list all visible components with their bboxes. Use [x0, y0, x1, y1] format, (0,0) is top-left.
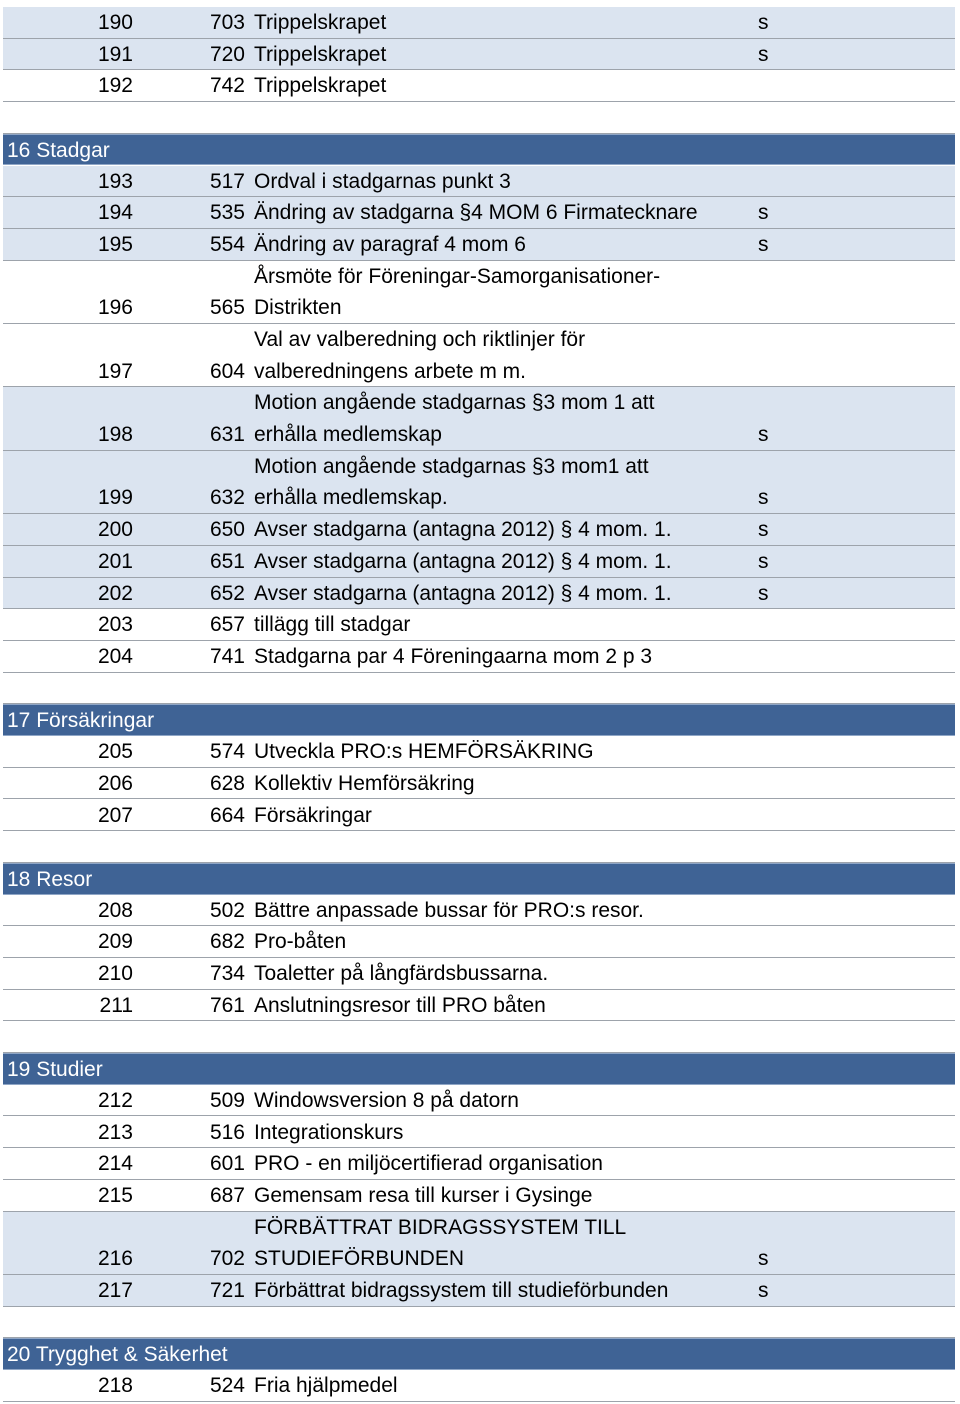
motion-title: [254, 451, 649, 514]
motion-title-line: tillägg till stadgar: [254, 613, 411, 637]
motion-title: [254, 768, 475, 800]
row-number: 214: [97, 1152, 133, 1176]
table-row: [3, 1212, 955, 1275]
spacer-row: [3, 673, 955, 705]
motion-title: [254, 1275, 668, 1307]
motion-title-line: Distrikten: [254, 296, 342, 320]
row-number: 205: [97, 740, 133, 764]
motion-title-line: Stadgarna par 4 Föreningaarna mom 2 p 3: [254, 645, 653, 668]
motion-title: [254, 546, 672, 578]
motion-title: [254, 166, 511, 198]
motion-number: 742: [209, 74, 245, 98]
row-number: 215: [97, 1183, 133, 1207]
table-row: [3, 1370, 955, 1402]
motion-title: [254, 990, 546, 1022]
row-number: 216: [97, 1247, 133, 1271]
motion-number: 535: [209, 201, 245, 225]
table-row: [3, 578, 955, 610]
motion-title: [254, 197, 698, 229]
table-row: [3, 958, 955, 990]
motion-title: [254, 387, 654, 450]
motion-number: 601: [209, 1152, 245, 1176]
row-number: 211: [99, 993, 133, 1017]
motion-title-line: Avser stadgarna (antagna 2012) § 4 mom. 1.: [254, 581, 672, 605]
motion-number: 631: [209, 423, 245, 447]
spacer-row: [3, 831, 955, 863]
motion-title: [254, 641, 652, 673]
section-header: [3, 704, 955, 736]
section-label: 19 Studier: [7, 1058, 103, 1082]
status-mark: s: [758, 1279, 769, 1302]
motion-title-line: Gemensam resa till kurser i Gysinge: [254, 1183, 593, 1207]
row-number: 204: [97, 645, 133, 668]
motion-number: 516: [209, 1120, 245, 1144]
motion-title: [254, 514, 672, 546]
table-row: [3, 166, 955, 198]
motion-number: 628: [209, 771, 245, 795]
table-row: [3, 451, 955, 514]
table-row: [3, 895, 955, 927]
row-number: 191: [97, 42, 133, 66]
motion-title: [254, 1085, 519, 1117]
table-row: [3, 261, 955, 324]
motion-number: 604: [209, 359, 245, 383]
section-header: [3, 1338, 955, 1370]
section-label: 20 Trygghet & Säkerhet: [7, 1343, 228, 1367]
motion-title-line: valberedningens arbete m m.: [254, 359, 526, 383]
table-row: [3, 197, 955, 229]
section-header: [3, 134, 955, 166]
motion-title: [254, 578, 672, 610]
motion-number: 720: [209, 42, 245, 66]
motion-number: 554: [209, 232, 245, 256]
motion-title: [254, 609, 410, 641]
row-number: 200: [97, 518, 133, 542]
status-mark: s: [758, 518, 769, 542]
table-row: [3, 546, 955, 578]
status-mark: s: [758, 486, 769, 510]
row-number: 209: [97, 930, 133, 954]
section-header: [3, 863, 955, 895]
table-row: [3, 1180, 955, 1212]
table-row: [3, 1117, 955, 1149]
motion-title: [254, 926, 346, 958]
motion-title: [254, 1148, 603, 1180]
section-label: 18 Resor: [7, 867, 93, 891]
row-number: 217: [97, 1279, 133, 1302]
status-mark: s: [758, 423, 769, 447]
status-mark: s: [758, 42, 769, 66]
motion-title: [254, 1117, 403, 1149]
row-number: 193: [97, 169, 133, 193]
row-number: 197: [97, 359, 133, 383]
table-row: [3, 1085, 955, 1117]
table-row: [3, 768, 955, 800]
motion-number: 702: [209, 1247, 245, 1271]
motion-title-line: PRO - en miljöcertifierad organisation: [254, 1152, 603, 1176]
motion-title-line: Försäkringar: [254, 803, 372, 827]
status-mark: s: [758, 11, 769, 34]
motion-number: 524: [209, 1374, 245, 1398]
motion-number: 703: [209, 11, 245, 34]
section-label: 16 Stadgar: [7, 138, 110, 162]
motion-title: [254, 7, 386, 39]
motion-title: [254, 800, 372, 832]
section-label: 17 Försäkringar: [7, 709, 155, 733]
motion-number: 632: [209, 486, 245, 510]
motion-title-line: STUDIEFÖRBUNDEN: [254, 1247, 465, 1271]
motion-number: 517: [209, 169, 245, 193]
row-number: 195: [97, 232, 133, 256]
motion-number: 502: [209, 898, 245, 922]
table-row: [3, 609, 955, 641]
row-number: 198: [97, 423, 133, 447]
motion-number: 734: [209, 962, 245, 985]
row-number: 203: [97, 613, 133, 637]
motion-title-line: Avser stadgarna (antagna 2012) § 4 mom. 1.: [254, 549, 672, 573]
row-number: 199: [97, 486, 133, 510]
motion-title-line: Windowsversion 8 på datorn: [254, 1088, 519, 1112]
row-number: 218: [97, 1374, 133, 1398]
table-row: [3, 990, 955, 1022]
motion-number: 651: [209, 549, 245, 573]
motion-title: [254, 895, 644, 927]
status-mark: s: [758, 1247, 769, 1271]
motion-title-line: Toaletter på långfärdsbussarna.: [254, 962, 549, 985]
motion-number: 652: [209, 581, 245, 605]
motion-number: 721: [209, 1279, 245, 1302]
spacer-row: [3, 102, 955, 134]
motion-title-line: Trippelskrapet: [254, 42, 387, 66]
motion-title-line: Kollektiv Hemförsäkring: [254, 771, 475, 795]
motion-title: [254, 1212, 626, 1275]
row-number: 202: [97, 581, 133, 605]
row-number: 208: [97, 898, 133, 922]
motion-title-line: Årsmöte för Föreningar-Samorganisationer-: [254, 264, 661, 288]
section-header: [3, 1053, 955, 1085]
table-row: [3, 1148, 955, 1180]
motion-title: [254, 70, 386, 102]
row-number: 206: [97, 771, 133, 795]
table-row: [3, 7, 955, 39]
motion-title-line: Motion angående stadgarnas §3 mom 1 att: [254, 391, 655, 415]
motion-title-line: Förbättrat bidragssystem till studieförbunden: [254, 1279, 669, 1302]
motion-title: [254, 736, 594, 768]
table-row: [3, 926, 955, 958]
motion-title: [254, 1370, 398, 1402]
spacer-row: [3, 1021, 955, 1053]
table-row: [3, 70, 955, 102]
motion-title-line: Pro-båten: [254, 930, 347, 954]
motion-title: [254, 261, 660, 324]
row-number: 213: [97, 1120, 133, 1144]
motion-title-line: Trippelskrapet: [254, 74, 387, 98]
spacer-row: [3, 1307, 955, 1339]
row-number: 192: [97, 74, 133, 98]
table-row: [3, 229, 955, 261]
row-number: 212: [97, 1088, 133, 1112]
motion-title: [254, 39, 386, 71]
motion-number: 741: [209, 645, 245, 668]
status-mark: s: [758, 581, 769, 605]
motion-number: 657: [209, 613, 245, 637]
motion-title: [254, 1180, 592, 1212]
row-number: 196: [97, 296, 133, 320]
motion-title-line: erhålla medlemskap: [254, 422, 442, 446]
motion-number: 664: [209, 803, 245, 827]
table-row: [3, 514, 955, 546]
status-mark: s: [758, 201, 769, 225]
row-number: 190: [97, 11, 133, 34]
motion-title-line: Anslutningsresor till PRO båten: [254, 993, 546, 1017]
row-number: 194: [97, 201, 133, 225]
motion-title-line: Integrationskurs: [254, 1120, 404, 1144]
row-number: 210: [97, 962, 133, 985]
motion-number: 650: [209, 518, 245, 542]
motion-number: 574: [209, 740, 245, 764]
status-mark: s: [758, 232, 769, 256]
motion-title-line: Avser stadgarna (antagna 2012) § 4 mom. 1.: [254, 518, 672, 542]
motion-title-line: Trippelskrapet: [254, 11, 387, 34]
table-row: [3, 641, 955, 673]
motion-title-line: Ändring av paragraf 4 mom 6: [254, 232, 526, 256]
table-row: [3, 1275, 955, 1307]
motion-title-line: Fria hjälpmedel: [254, 1374, 398, 1398]
motion-title-line: Ändring av stadgarna §4 MOM 6 Firmatecknare: [254, 201, 698, 225]
motion-title: [254, 229, 526, 261]
motion-number: 761: [209, 993, 245, 1017]
motion-number: 682: [209, 930, 245, 954]
status-mark: s: [758, 549, 769, 573]
table-row: [3, 324, 955, 387]
motion-title: [254, 324, 585, 387]
motion-title-line: Val av valberedning och riktlinjer för: [254, 328, 586, 351]
motion-title-line: Ordval i stadgarnas punkt 3: [254, 169, 511, 193]
table-row: [3, 39, 955, 71]
table-row: [3, 736, 955, 768]
row-number: 207: [97, 803, 133, 827]
motion-title-line: Bättre anpassade bussar för PRO:s resor.: [254, 898, 644, 922]
table-row: [3, 800, 955, 832]
motion-number: 565: [209, 296, 245, 320]
motion-title-line: FÖRBÄTTRAT BIDRAGSSYSTEM TILL: [254, 1215, 627, 1239]
motion-title-line: Utveckla PRO:s HEMFÖRSÄKRING: [254, 740, 594, 764]
motion-title-line: erhålla medlemskap.: [254, 486, 448, 510]
motion-title-line: Motion angående stadgarnas §3 mom1 att: [254, 454, 649, 478]
motion-title: [254, 958, 548, 990]
table-row: [3, 387, 955, 450]
motion-number: 687: [209, 1183, 245, 1207]
row-number: 201: [97, 549, 133, 573]
motion-number: 509: [209, 1088, 245, 1112]
